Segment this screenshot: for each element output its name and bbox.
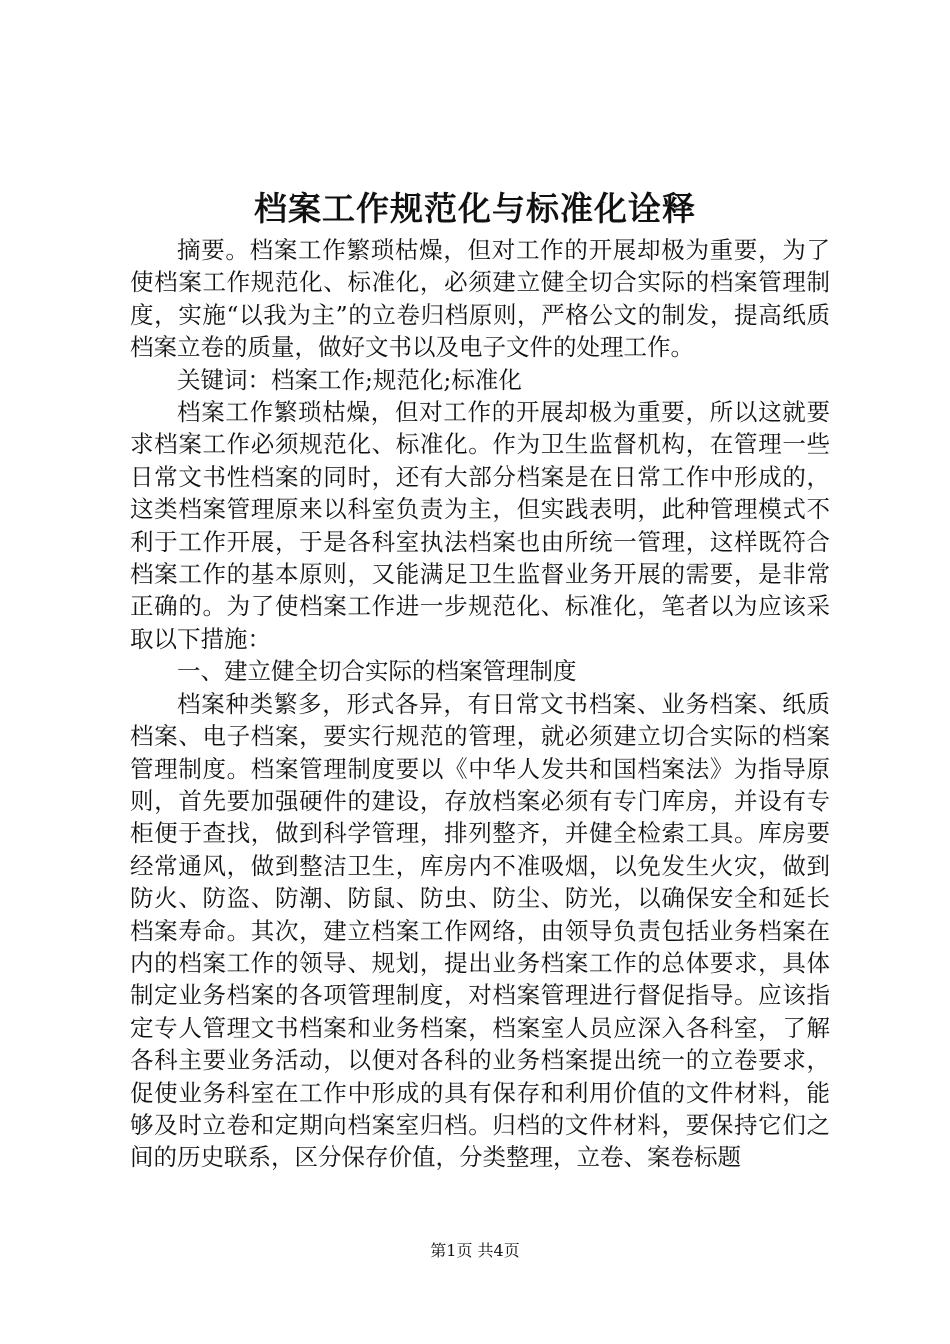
abstract-paragraph: 摘要。档案工作繁琐枯燥，但对工作的开展却极为重要，为了使档案工作规范化、标准化，必须建立健全切合实际的档案管理制度，实施“以我为主”的立卷归档原则，严格公文的制发，提高纸质档案立卷的质量，做好文书以及电子文件的处理工作。 — [130, 236, 830, 362]
section-paragraph: 档案种类繁多，形式各异，有日常文书档案、业务档案、纸质档案、电子档案，要实行规范的管理，就必须建立切合实际的档案管理制度。档案管理制度要以《中华人发共和国档案法》为指导原则，首先要加强硬件的建设，存放档案必须有专门库房，并设有专柜便于查找，做到科学管理，排列整齐，并健全检索工具。库房要经常通风，做到整洁卫生，库房内不准吸烟，以免发生火灾，做到防火、防盗、防潮、防鼠、防虫、防尘、防光，以确保安全和延长档案寿命。其次，建立档案工作网络，由领导负责包括业务档案在内的档案工作的领导、规划，提出业务档案工作的总体要求，具体制定业务档案的各项管理制度，对档案管理进行督促指导。应该指定专人管理文书档案和业务档案，档案室人员应深入各科室，了解各科主要业务活动，以便对各科的业务档案提出统一的立卷要求，促使业务科室在工作中形成的具有保存和利用价值的文件材料，能够及时立卷和定期向档案室归档。归档的文件材料，要保持它们之间的历史联系，区分保存价值，分类整理，立卷、案卷标题 — [130, 689, 830, 1172]
intro-paragraph: 档案工作繁琐枯燥，但对工作的开展却极为重要，所以这就要求档案工作必须规范化、标准化。作为卫生监督机构，在管理一些日常文书性档案的同时，还有大部分档案是在日常工作中形成的，这类档案管理原来以科室负责为主，但实践表明，此种管理模式不利于工作开展，于是各科室执法档案也由所统一管理，这样既符合档案工作的基本原则，又能满足卫生监督业务开展的需要，是非常正确的。为了使档案工作进一步规范化、标准化，笔者以为应该采取以下措施： — [130, 398, 830, 653]
document-body — [130, 234, 830, 1174]
page-number: 第1页 共4页 — [430, 1241, 520, 1260]
document-title: 档案工作规范化与标准化诠释 — [254, 189, 696, 228]
section-heading: 一、建立健全切合实际的档案管理制度 — [177, 657, 577, 686]
keywords-paragraph: 关键词：档案工作;规范化;标准化 — [177, 365, 522, 394]
